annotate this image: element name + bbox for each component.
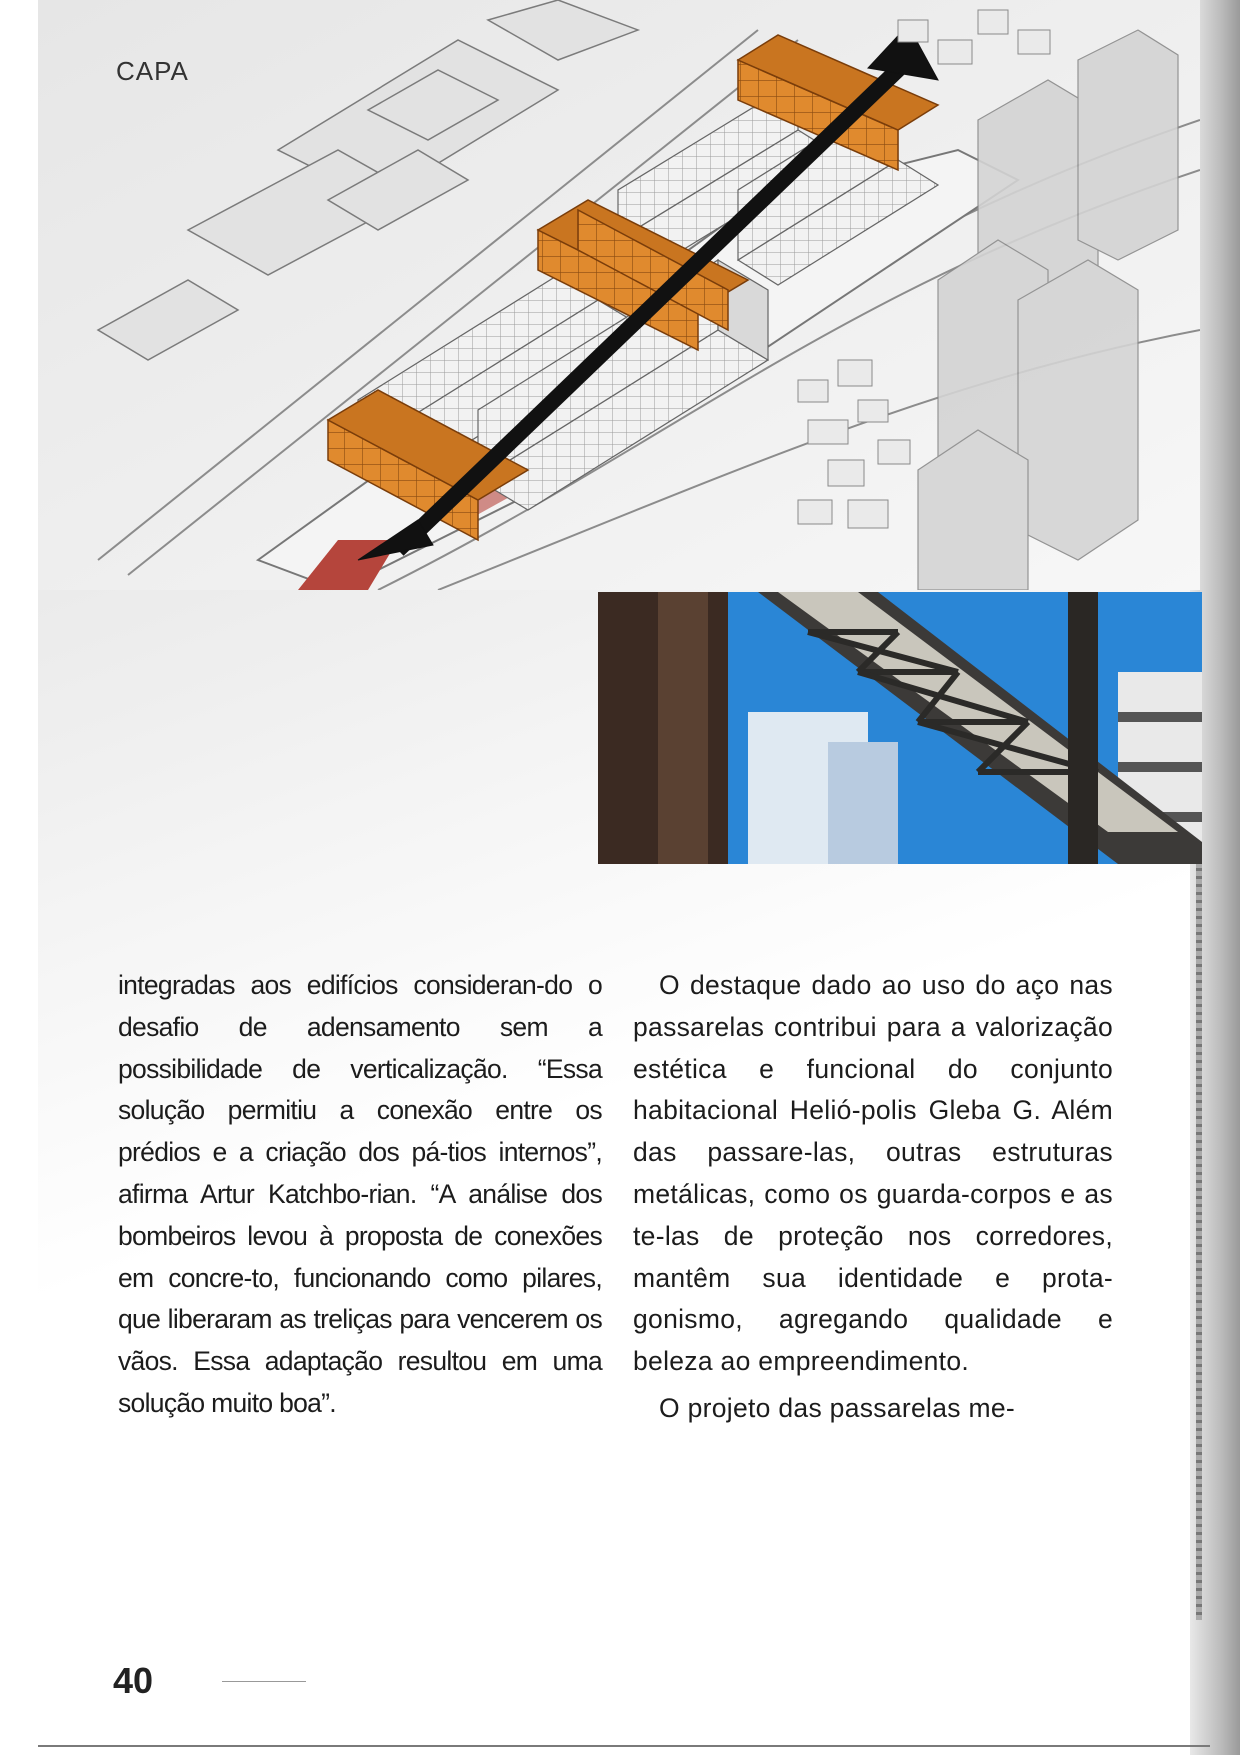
paragraph: O destaque dado ao uso do aço nas passarelas contribui para a valorização estética e funcional do conjunto habitacional Helió-polis Gleba G. Além das passare-las, outras estruturas metálicas, como os guarda-corpos e as te-las de proteção nos corredores, mantêm sua identidade e prota-gonismo, agregando qualidade e beleza ao empreendimento.	[633, 970, 1113, 1377]
body-column-right	[633, 965, 1113, 1430]
footer-rule	[222, 1681, 306, 1682]
paragraph: integradas aos edifícios consideran-do o desafio de adensamento sem a possibilidade de verticalização. “Essa solução permitiu a conexão entre os prédios e a criação dos pá-tios internos”, afirma Artur Katchbo-rian. “A análise dos bombeiros levou à proposta de conexões em concre-to, funcionando como pilares, que liberaram as treliças para vencerem os vãos. Essa adaptação resultou em uma solução muito boa”.	[118, 970, 602, 1418]
section-label: CAPA	[116, 56, 189, 86]
page-bottom-edge	[38, 1745, 1210, 1747]
body-column-left	[118, 965, 602, 1425]
paragraph: O projeto das passarelas me-	[659, 1392, 1016, 1423]
axonometric-site-diagram	[38, 0, 1200, 590]
page-number: 40	[113, 1660, 154, 1701]
steel-truss-walkway-photo	[598, 592, 1202, 864]
next-page-edge	[1196, 860, 1202, 1620]
